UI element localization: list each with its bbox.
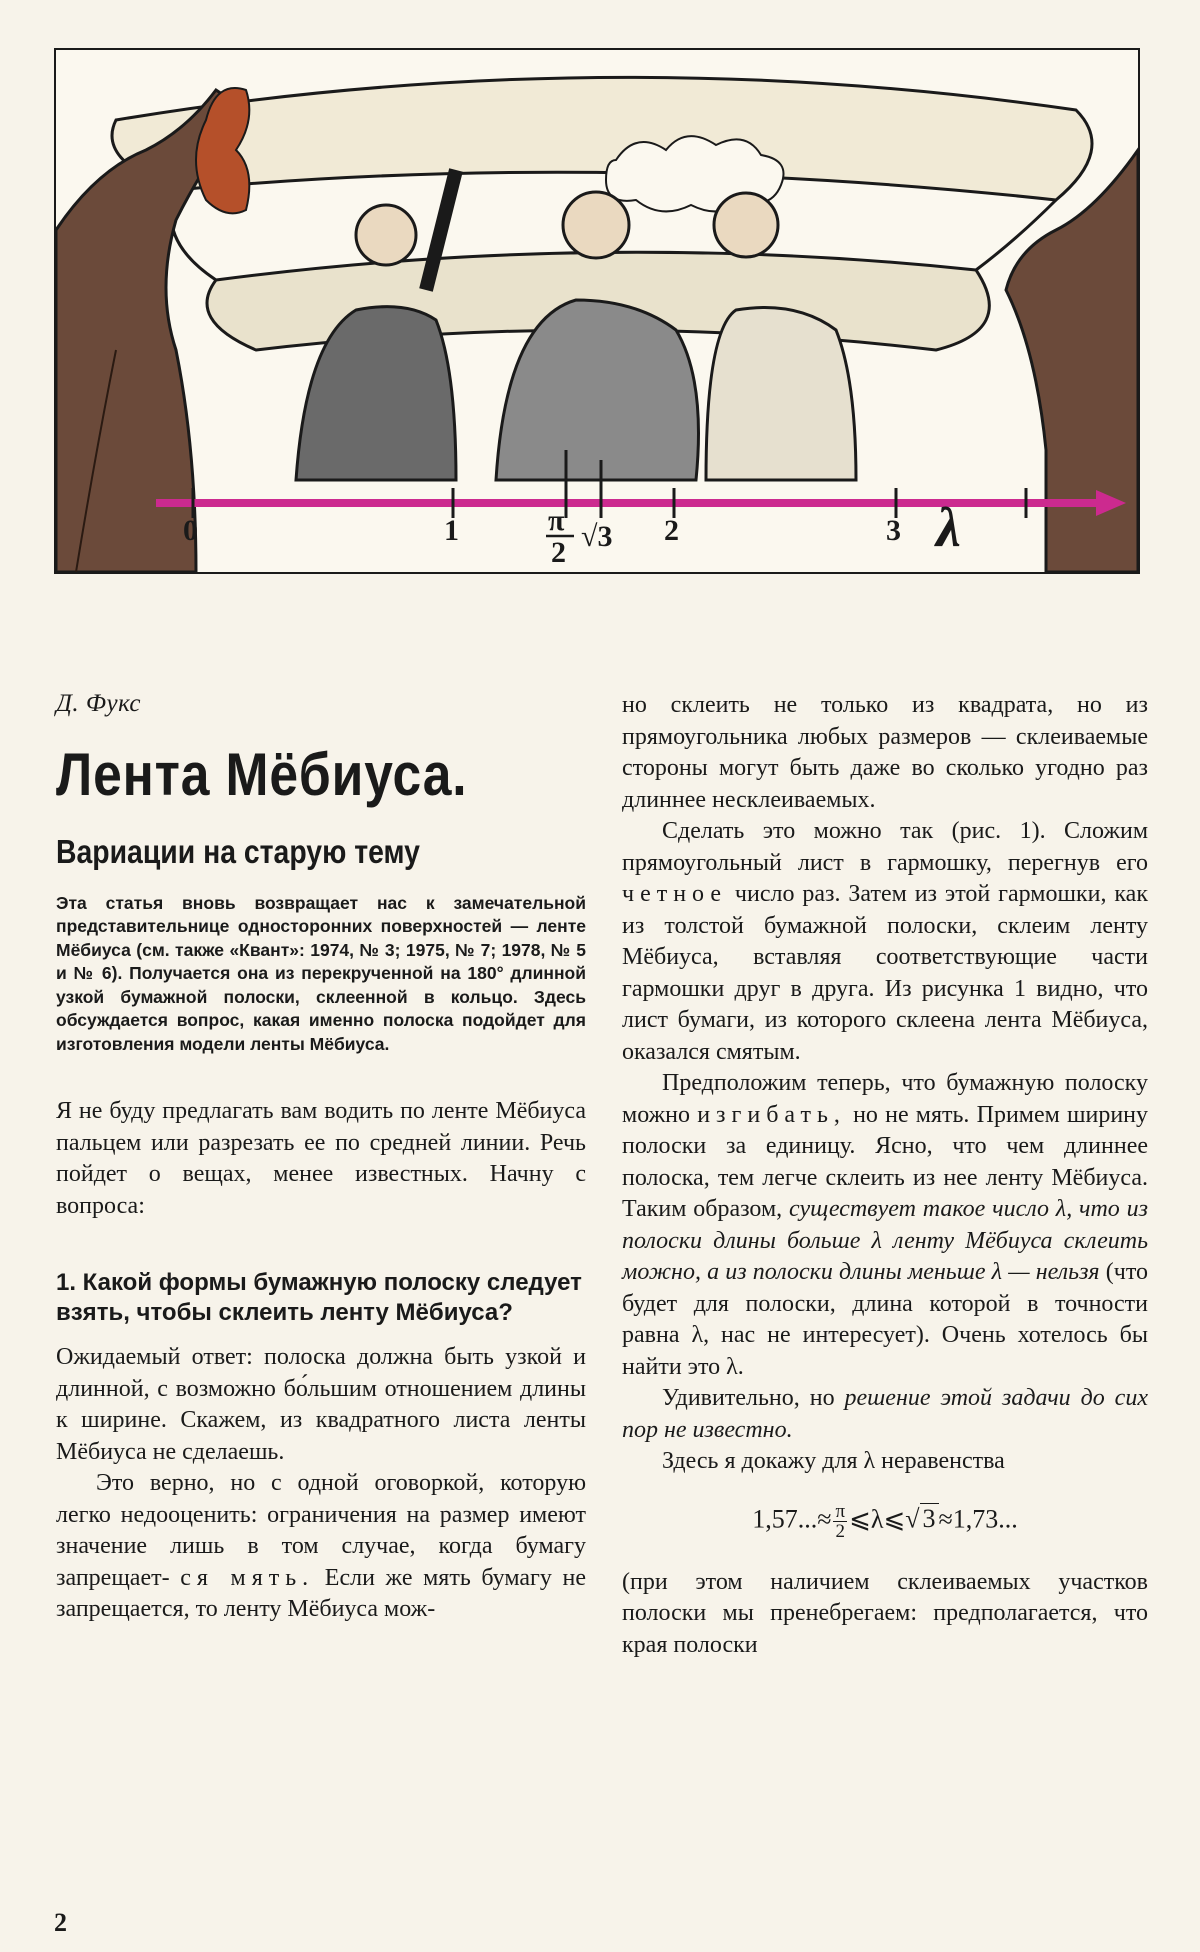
right-paragraph-6: (при этом наличием склеиваемых участков полоски мы пренебрегаем: предполагается, что края полоски xyxy=(622,1568,1148,1658)
page-number: 2 xyxy=(54,1908,67,1937)
right-paragraph-4 xyxy=(622,1383,1148,1446)
right-p2-text-b: число раз. Затем из этой гармошки, как из толстой бумажной полоски, склеим ленту Мёбиуса, вставляя соответствующие части гармошки друг в друга. Из рисунка 1 видно, что лист бумаги, из которого склеена лента Мёбиуса, оказался смятым. xyxy=(622,881,1148,1065)
tick-label-3: 3 xyxy=(886,514,901,547)
formula-sqrt-sign: √ xyxy=(905,1503,920,1533)
tick-label-0: 0 xyxy=(183,514,198,547)
right-p3-text-a: Предположим теперь, что бумажную полоску можно xyxy=(622,1070,1148,1128)
formula-frac-den: 2 xyxy=(835,1520,846,1542)
answer-p2-text-b: Если же мять бумагу не запрещается, то ленту Мёбиуса мож- xyxy=(56,1564,586,1622)
answer-paragraph-1: Ожидаемый ответ: полоска должна быть узкой и длинной, с возможно бо́льшим отношением длины к ширине. Скажем, из квадратного листа ленты Мёбиуса не сделаешь. xyxy=(56,1344,586,1465)
formula-frac-num: π xyxy=(835,1500,846,1522)
article-title: Лента Мёбиуса. xyxy=(56,740,468,808)
tick-label-1: 1 xyxy=(444,514,459,547)
right-paragraph-3 xyxy=(622,1068,1148,1383)
right-p4-text-a: Удивительно, но xyxy=(662,1385,845,1411)
abstract: Эта статья вновь возвращает нас к замечательной представительнице односторонних поверхностей — ленте Мёбиуса (см. также «Квант»: 1974, № 3; 1975, № 7; 1978, № 5 и № 6). Получается она из перекрученной на 180° длинной узкой бумажной полоски, склеенной в кольцо. Здесь обсуждается вопрос, какая именно полоска подойдет для изготовления модели ленты Мёбиуса. xyxy=(56,892,586,1054)
right-p3-italic: существует такое число λ, что из полоски длины больше λ ленту Мёбиуса склеить можно, а из полоски длины меньше λ — нельзя xyxy=(622,1196,1148,1285)
right-column xyxy=(622,690,1148,1661)
tick-label-pi-denominator: 2 xyxy=(551,536,566,569)
tick-label-2: 2 xyxy=(664,514,679,547)
right-p3-text-b: но не мять. Примем ширину полоски за единицу. Ясно, что чем длиннее полоска, тем легче склеить из нее ленту Мёбиуса. Таким образом, xyxy=(622,1101,1149,1222)
right-paragraph-5: Здесь я докажу для λ неравенства xyxy=(662,1448,1005,1474)
question-heading: 1. Какой формы бумажную полоску следует взять, чтобы склеить ленту Мёбиуса? xyxy=(56,1269,582,1326)
formula-right: ≈1,73... xyxy=(938,1503,1018,1533)
right-p2-text-a: Сделать это можно так (рис. 1). Сложим прямоугольный лист в гармошку, перегнув его xyxy=(622,818,1148,876)
cartoon-drawing xyxy=(56,50,1138,572)
formula-sqrt: 3 xyxy=(920,1503,939,1533)
right-p3-spaced: изгибать, xyxy=(697,1101,846,1128)
right-paragraph-1: но склеить не только из квадрата, но из прямоугольника любых размеров — склеиваемые стороны могут быть даже во сколько угодно раз длиннее несклеиваемых. xyxy=(622,692,1148,813)
tick-label-lambda: λ xyxy=(936,497,961,559)
answer-p2-spaced: ся мять. xyxy=(180,1564,315,1591)
right-p4-italic: решение этой задачи до сих пор не известно. xyxy=(622,1385,1148,1443)
right-paragraph-2 xyxy=(622,816,1148,1068)
right-p2-spaced: четное xyxy=(622,881,727,907)
formula-fraction xyxy=(833,1502,847,1541)
header-illustration xyxy=(54,48,1140,574)
answer-p2-text-a: Это верно, но с одной оговоркой, которую легко недооценить: ограничения на размер имеют значение лишь в том случае, когда бумагу запрещает- xyxy=(56,1470,586,1591)
formula-left: 1,57...≈ xyxy=(752,1503,832,1533)
tick-label-sqrt3: √3 xyxy=(581,520,613,553)
formula-middle: ⩽λ⩽ xyxy=(849,1503,906,1533)
intro-paragraph: Я не буду предлагать вам водить по ленте Мёбиуса пальцем или разрезать ее по средней линии. Речь пойдет о вещах, менее известных. Начну с вопроса: xyxy=(56,1098,586,1219)
tick-label-pi: π xyxy=(548,504,565,537)
left-column xyxy=(56,688,586,1626)
author: Д. Фукс xyxy=(56,690,141,717)
right-p3-text-c: (что будет для полоски, длина которой в точности равна λ, нас не интересует). Очень хотелось бы найти это λ. xyxy=(622,1259,1148,1380)
article-subtitle: Вариации на старую тему xyxy=(56,832,420,870)
answer-paragraph-2 xyxy=(56,1468,586,1626)
inequality-formula xyxy=(622,1502,1148,1541)
